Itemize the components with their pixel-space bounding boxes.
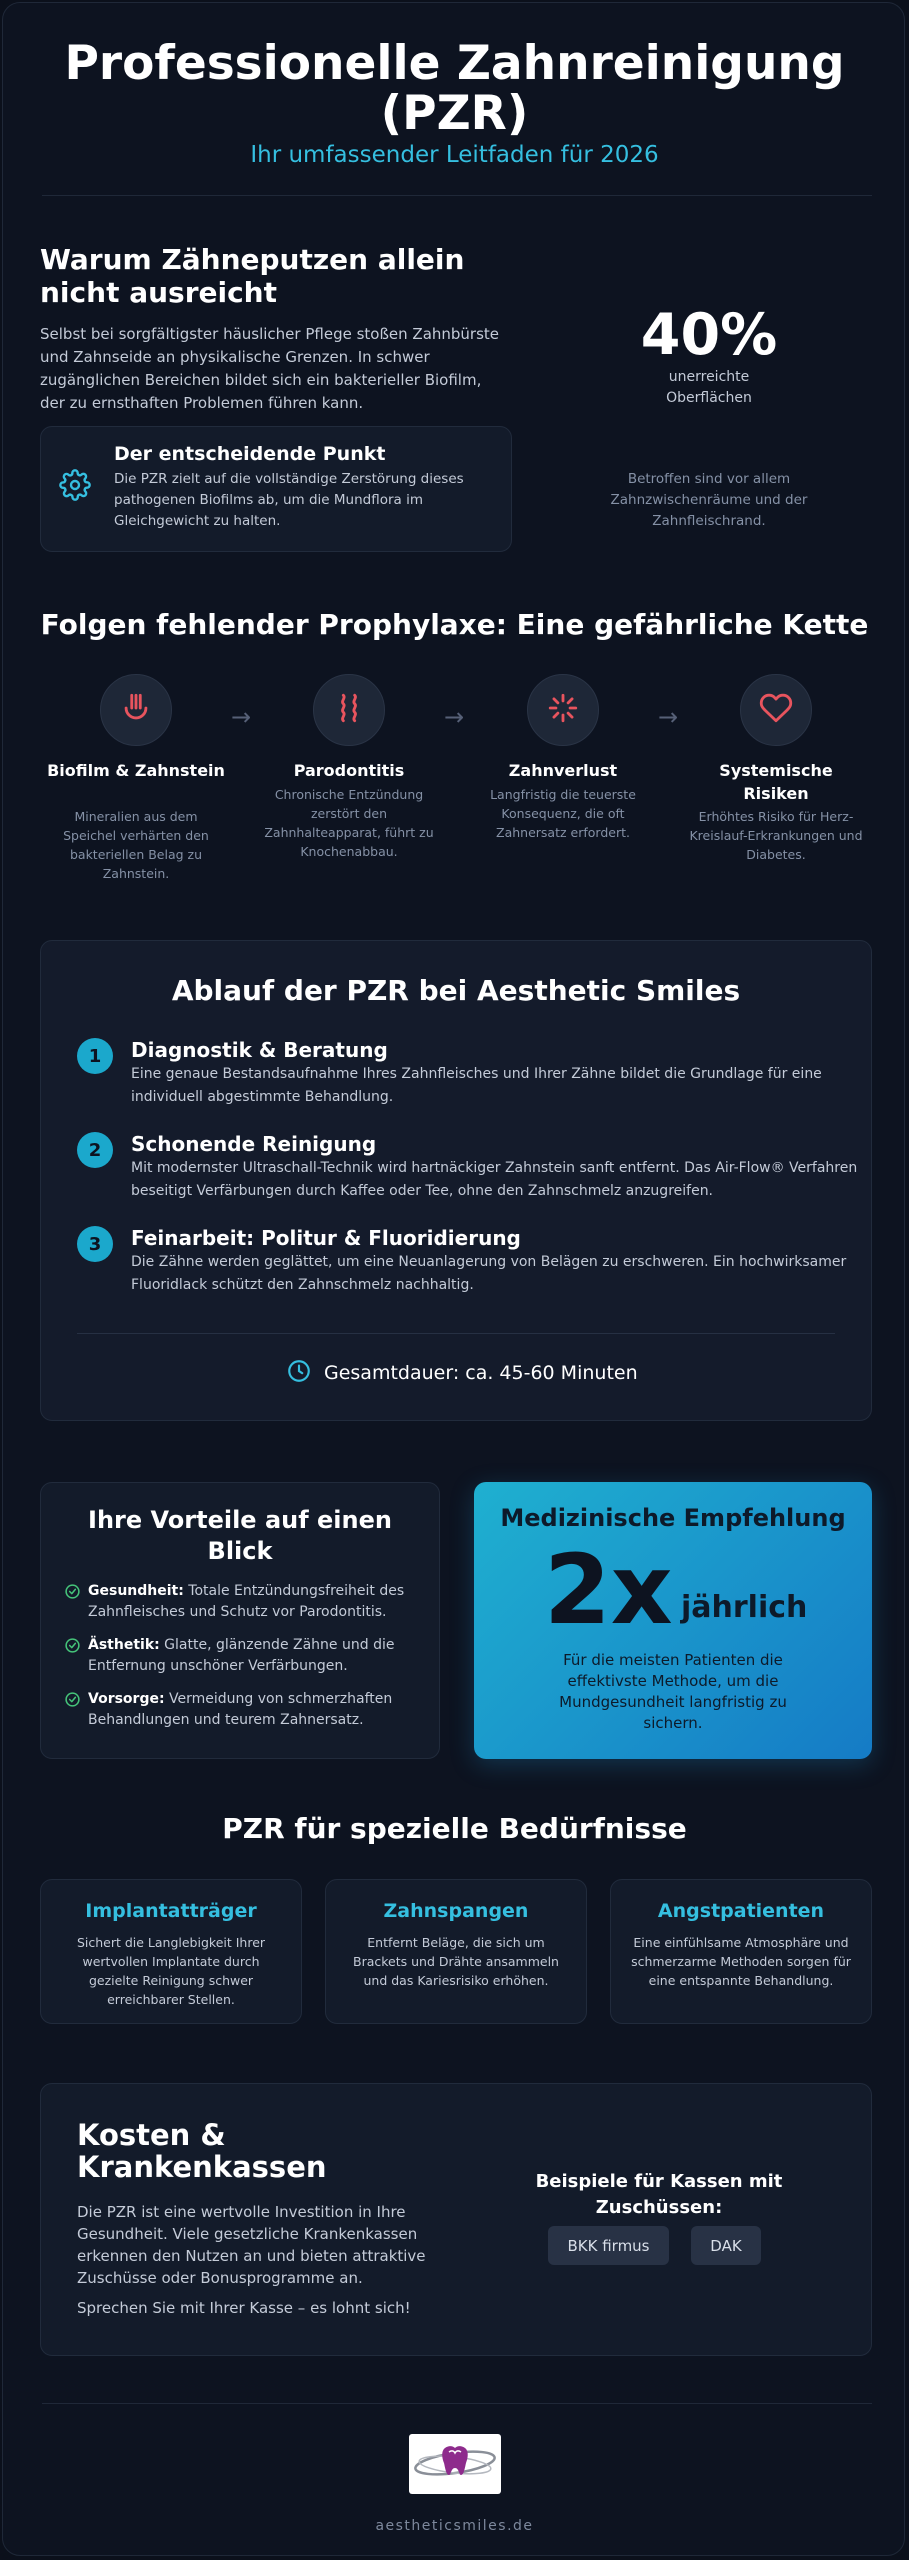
chain-step-4-circle — [740, 674, 812, 746]
chain-arrow: → — [231, 703, 252, 731]
chain-step-desc: Chronische Entzündung zerstört den Zahnhalteapparat, führt zu Knochenabbau. — [264, 787, 434, 859]
insurer-examples-heading: Beispiele für Kassen mit Zuschüssen: — [535, 2171, 783, 2218]
need-card — [610, 1879, 872, 2024]
stat-value: 40% — [640, 302, 778, 368]
recommendation-heading: Medizinische Empfehlung — [500, 1504, 846, 1532]
insurer-chip: BKK firmus — [548, 2226, 669, 2265]
chain-step-title: Biofilm & Zahnstein — [47, 761, 225, 780]
duration-row — [286, 1358, 638, 1388]
divider — [42, 2403, 872, 2404]
need-desc: Sichert die Langlebigkeit Ihrer wertvollen Implantate durch gezielte Reinigung schwer erreichbarer Stellen. — [76, 1935, 266, 2007]
need-card — [40, 1879, 302, 2024]
chain-step-desc: Erhöhtes Risiko für Herz-Kreislauf-Erkrankungen und Diabetes. — [689, 809, 863, 862]
process-step-number: 2 — [77, 1132, 113, 1168]
benefit-text: Totale Entzündungsfreiheit des Zahnfleisches und Schutz vor Parodontitis. — [88, 1583, 405, 1620]
callout-text: Die PZR zielt auf die vollständige Zerstörung dieses pathogenen Biofilms ab, um die Mundflora im Gleichgewicht zu halten. — [114, 471, 464, 529]
need-title: Implantatträger — [85, 1900, 257, 1922]
process-step-title: Diagnostik & Beratung — [131, 1038, 388, 1062]
process-step-title: Feinarbeit: Politur & Fluoridierung — [131, 1226, 521, 1250]
benefit-text: Glatte, glänzende Zähne und die Entfernung unschöner Verfärbungen. — [88, 1637, 395, 1674]
chain-step-title: Zahnverlust — [508, 761, 618, 780]
process-step-number: 3 — [77, 1226, 113, 1262]
callout-card — [40, 426, 512, 552]
need-desc: Eine einfühlsame Atmosphäre und schmerzarme Methoden sorgen für eine entspannte Behandlung. — [631, 1935, 851, 1988]
process-step-title: Schonende Reinigung — [131, 1132, 377, 1156]
chain-arrow: → — [444, 703, 465, 731]
need-title: Angstpatienten — [657, 1900, 825, 1922]
benefit-item — [64, 1581, 434, 1626]
process-heading: Ablauf der PZR bei Aesthetic Smiles — [171, 974, 741, 1007]
why-text: Selbst bei sorgfältigster häuslicher Pflege stoßen Zahnbürste und Zahnseide an physikalische Grenzen. In schwer zugänglichen Bereichen bildet sich ein bakterieller Biofilm, der zu ernsthaften Problemen führen kann. — [40, 325, 500, 412]
chain-arrow: → — [658, 703, 679, 731]
infographic-page — [2, 2, 905, 2556]
stat-label: unerreichte Oberflächen — [666, 369, 752, 406]
need-card — [325, 1879, 587, 2024]
chain-step-title: Parodontitis — [293, 761, 405, 780]
page-title: Professionelle Zahnreinigung (PZR) — [64, 36, 845, 141]
process-step-desc: Eine genaue Bestandsaufnahme Ihres Zahnfleisches und Ihrer Zähne bildet die Grundlage für eine individuell abgestimmte Behandlung. — [131, 1066, 822, 1105]
benefit-item — [64, 1635, 434, 1680]
benefit-item — [64, 1689, 434, 1734]
costs-heading: Kosten & Krankenkassen — [77, 2118, 327, 2184]
check-icon — [64, 1637, 81, 1658]
process-step-number: 1 — [77, 1038, 113, 1074]
costs-text: Die PZR ist eine wertvolle Investition in Ihre Gesundheit. Viele gesetzliche Krankenkassen erkennen den Nutzen an und bieten attraktive Zuschüsse oder Bonusprogramme an. — [77, 2203, 426, 2287]
chain-step-desc: Langfristig die teuerste Konsequenz, die oft Zahnersatz erfordert. — [490, 787, 636, 840]
need-desc: Entfernt Beläge, die sich um Brackets und Drähte ansammeln und das Kariesrisiko erhöhen. — [353, 1935, 559, 1988]
needs-heading: PZR für spezielle Bedürfnisse — [222, 1812, 687, 1845]
check-icon — [64, 1583, 81, 1604]
aesthetic-smiles-logo — [409, 2434, 501, 2494]
insurer-chip: DAK — [691, 2226, 761, 2265]
stat-note: Betroffen sind vor allem Zahnzwischenräume und der Zahnfleischrand. — [610, 471, 808, 529]
divider — [42, 195, 872, 196]
chain-step-2-circle — [313, 674, 385, 746]
recommendation-text: Für die meisten Patienten die effektivste Methode, um die Mundgesundheit langfristig zu sichern. — [559, 1651, 787, 1732]
chain-heading: Folgen fehlender Prophylaxe: Eine gefährliche Kette — [40, 608, 869, 641]
benefits-heading: Ihre Vorteile auf einen Blick — [88, 1506, 392, 1565]
recommendation-unit: jährlich — [681, 1590, 808, 1625]
costs-cta: Sprechen Sie mit Ihrer Kasse – es lohnt sich! — [77, 2299, 411, 2317]
inflammation-icon — [332, 691, 366, 729]
process-step-desc: Mit modernster Ultraschall-Technik wird hartnäckiger Zahnstein sanft entfernt. Das Air-Flow® Verfahren beseitigt Verfärbungen durch Kaffee oder Tee, ohne den Zahnschmelz anzugreifen. — [131, 1160, 858, 1199]
benefit-label: Gesundheit: — [88, 1583, 184, 1599]
recommendation-value: 2x — [544, 1534, 673, 1646]
chain-step-1-circle — [100, 674, 172, 746]
costs-card — [40, 2083, 872, 2356]
why-heading: Warum Zähneputzen allein nicht ausreicht — [40, 243, 465, 309]
chain-step-desc: Mineralien aus dem Speichel verhärten den bakteriellen Belag zu Zahnstein. — [63, 809, 209, 881]
page-subtitle: Ihr umfassender Leitfaden für 2026 — [250, 142, 659, 168]
chain-step-3-circle — [527, 674, 599, 746]
gear-icon — [59, 469, 91, 505]
heart-icon — [759, 691, 793, 729]
benefit-label: Vorsorge: — [88, 1691, 165, 1707]
clock-icon — [286, 1358, 312, 1388]
benefits-card — [40, 1482, 440, 1759]
callout-title: Der entscheidende Punkt — [114, 443, 386, 465]
benefit-text: Vermeidung von schmerzhaften Behandlungen und teurem Zahnersatz. — [88, 1691, 393, 1728]
duration-text: Gesamtdauer: ca. 45-60 Minuten — [324, 1362, 638, 1384]
recommendation-card — [474, 1482, 872, 1759]
check-icon — [64, 1691, 81, 1712]
need-title: Zahnspangen — [383, 1900, 529, 1922]
benefit-label: Ästhetik: — [88, 1637, 160, 1653]
loader-icon — [546, 691, 580, 729]
chain-step-title: Systemische Risiken — [719, 761, 833, 803]
footer-domain: aestheticsmiles.de — [375, 2518, 534, 2534]
divider — [77, 1333, 835, 1334]
process-card — [40, 940, 872, 1421]
process-step-desc: Die Zähne werden geglättet, um eine Neuanlagerung von Belägen zu erschweren. Ein hochwirksamer Fluoridlack schützt den Zahnschmelz nachhaltig. — [131, 1254, 847, 1293]
tooth-icon — [119, 691, 153, 729]
